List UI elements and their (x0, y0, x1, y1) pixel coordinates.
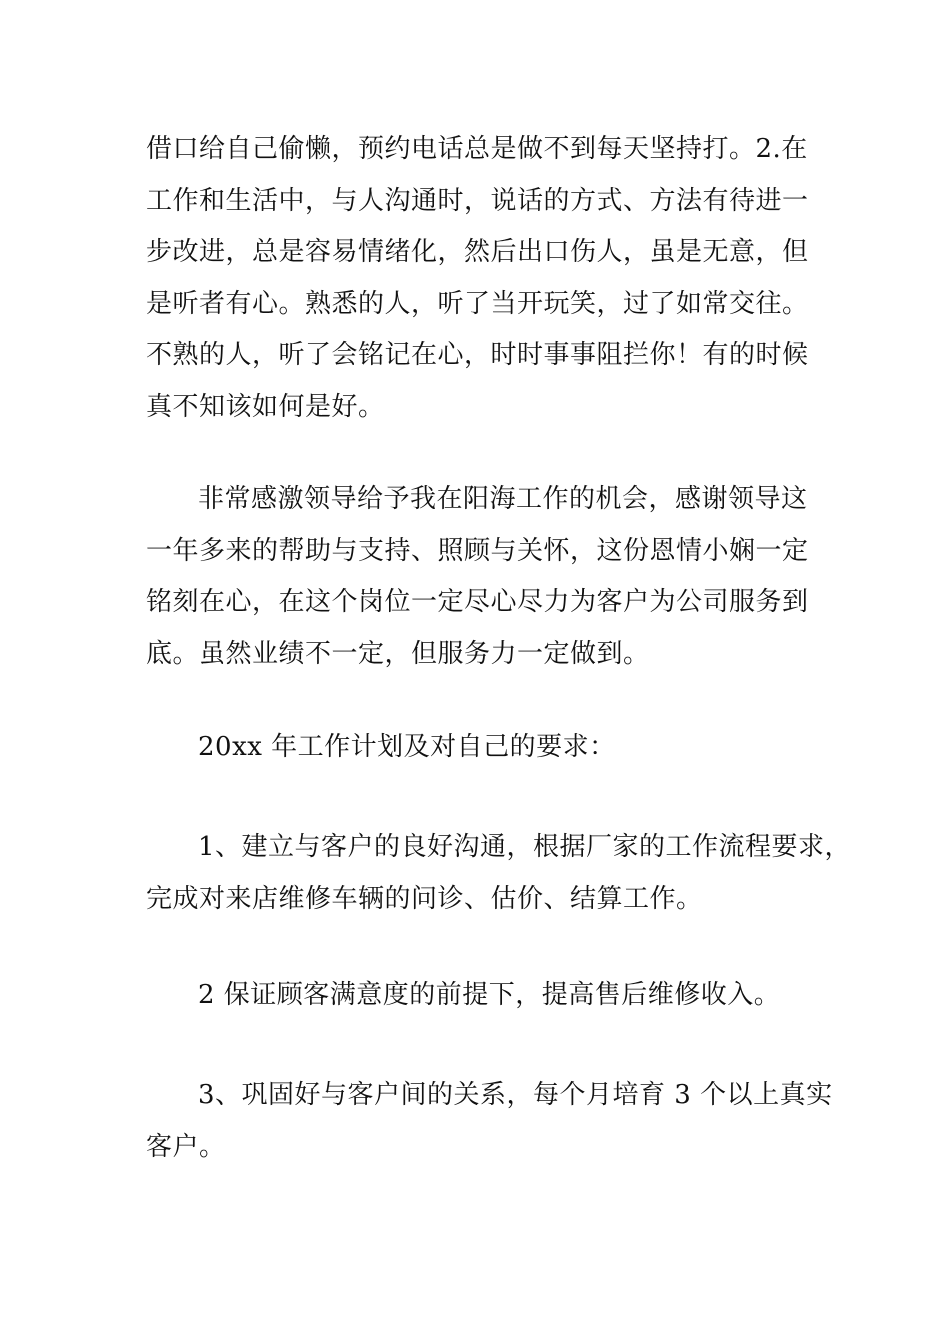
text-line: 完成对来店维修车辆的问诊、估价、结算工作。 (146, 883, 703, 914)
text-line: 工作和生活中，与人沟通时，说话的方式、方法有待进一 (146, 185, 809, 216)
text-line: 1、建立与客户的良好沟通，根据厂家的工作流程要求， (198, 832, 852, 862)
text-line: 步改进，总是容易情绪化，然后出口伤人，虽是无意，但 (146, 237, 809, 267)
text-line: 20xx 年工作计划及对自己的要求： (198, 732, 616, 762)
text-line: 是听者有心。熟悉的人，听了当开玩笑，过了如常交往。 (146, 288, 809, 319)
text-line: 不熟的人，听了会铭记在心，时时事事阻拦你！有的时候 (146, 340, 809, 370)
paragraph-plan-item-1 (146, 822, 852, 925)
text-line: 2 保证顾客满意度的前提下，提高售后维修收入。 (198, 980, 781, 1010)
text-line: 客户。 (146, 1131, 226, 1162)
text-line: 铭刻在心，在这个岗位一定尽心尽力为客户为公司服务到 (146, 587, 809, 617)
text-line: 一年多来的帮助与支持、照顾与关怀，这份恩情小娴一定 (146, 535, 809, 566)
paragraph-plan-item-3 (146, 1070, 833, 1173)
paragraph-plan-item-2 (146, 970, 816, 1022)
paragraph-plan-heading (146, 722, 816, 774)
text-line: 3、巩固好与客户间的关系，每个月培育 3 个以上真实 (198, 1080, 833, 1110)
paragraph-gratitude (146, 474, 816, 680)
text-line: 真不知该如何是好。 (146, 391, 385, 422)
text-line: 非常感激领导给予我在阳海工作的机会，感谢领导这 (198, 484, 808, 514)
text-line: 底。虽然业绩不一定，但服务力一定做到。 (146, 638, 650, 669)
text-line: 借口给自己偷懒，预约电话总是做不到每天坚持打。2.在 (146, 134, 808, 164)
paragraph-self-assessment (146, 124, 816, 433)
